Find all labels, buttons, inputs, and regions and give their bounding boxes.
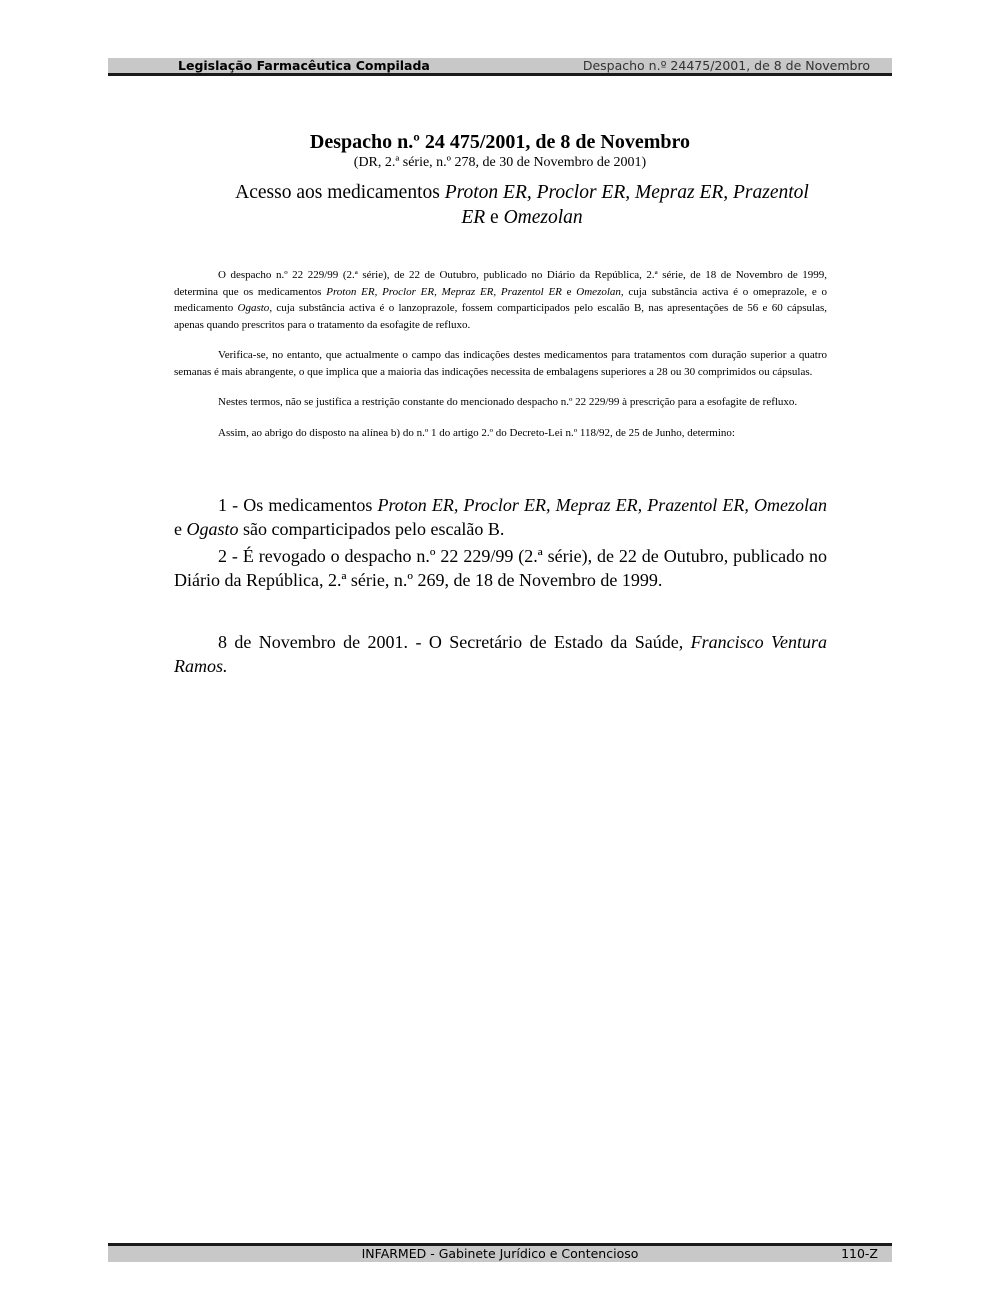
- document-title: Despacho n.º 24 475/2001, de 8 de Novembro: [309, 131, 691, 153]
- page-number: 110-Z: [841, 1246, 878, 1261]
- determination-1-drug-ogasto: Ogasto: [186, 518, 239, 539]
- paragraph-4: Assim, ao abrigo do disposto na alínea b) do n.º 1 do artigo 2.º do Decreto-Lei n.º 118/92, de 25 de Junho, determino:: [218, 426, 735, 439]
- signature-line: [174, 631, 827, 678]
- header-document-ref: Despacho n.º 24475/2001, de 8 de Novembro: [582, 58, 870, 73]
- paragraph-1-text-g: , cuja substância activa é o lanzoprazole, fossem comparticipados pelo escalão B, nas apresentações de 56 e 60 cápsulas, apenas quando prescritos para o tratamento da esofagite de refluxo.: [174, 302, 827, 331]
- footer-organization: INFARMED - Gabinete Jurídico e Contencioso: [361, 1246, 639, 1261]
- paragraph-1-drug-ogasto: Ogasto: [237, 302, 270, 314]
- determination-1: [174, 494, 827, 541]
- determination-2: 2 - É revogado o despacho n.º 22 229/99 (2.ª série), de 22 de Outubro, publicado no Diário da República, 2.ª série, n.º 269, de 18 de Novembro de 1999.: [174, 546, 827, 590]
- subject-conjunction: e: [485, 207, 504, 228]
- subject-drug-names: Proton ER, Proclor ER, Mepraz ER, Prazentol ER: [444, 182, 809, 228]
- signatory-name: Francisco Ventura Ramos.: [174, 632, 827, 676]
- determination-1-text-e: são comparticipados pelo escalão B.: [238, 518, 505, 539]
- subject-drug-name-last: Omezolan: [503, 207, 583, 228]
- paragraph-1-text-a: O despacho n.º 22 229/99 (2.ª série), de 22 de Outubro, publicado no Diário da República, 2.ª série, de 18 de Novembro de 1999, determina que os medicamentos: [174, 269, 827, 298]
- paragraph-1: [174, 267, 827, 333]
- subject-prefix: Acesso aos medicamentos: [235, 182, 445, 203]
- signature-text: 8 de Novembro de 2001. - O Secretário de Estado da Saúde,: [218, 632, 691, 652]
- paragraph-1-text-e: cuja substância activa é o omeprazole, e o medicamento: [174, 285, 827, 314]
- paragraph-2: Verifica-se, no entanto, que actualmente o campo das indicações destes medicamentos para tratamentos com duração superior a quatro semanas é mais abrangente, o que implica que a maioria das indicações necessita de embalagens superiores a 28 ou 30 comprimidos ou cápsulas.: [174, 349, 827, 378]
- determination-1-drug-names: Proton ER, Proclor ER, Mepraz ER, Prazentol ER, Omezolan: [377, 495, 828, 515]
- determinations: [174, 494, 827, 596]
- determination-1-text-c: e: [174, 518, 187, 539]
- preamble: [174, 267, 827, 455]
- paragraph-1-text-c: e: [561, 285, 577, 298]
- paragraph-1-drug-omezolan: Omezolan,: [576, 285, 624, 298]
- publication-source: (DR, 2.ª série, n.º 278, de 30 de Novembro de 2001): [353, 155, 647, 170]
- header-collection-title: Legislação Farmacêutica Compilada: [178, 58, 430, 73]
- document-subject: [222, 180, 822, 230]
- determination-1-text-a: 1 - Os medicamentos: [218, 495, 378, 515]
- paragraph-1-drug-names: Proton ER, Proclor ER, Mepraz ER, Prazentol ER: [326, 285, 562, 298]
- page-header: [108, 58, 892, 76]
- page-footer: [108, 1243, 892, 1262]
- paragraph-3: Nestes termos, não se justifica a restrição constante do mencionado despacho n.º 22 229/99 à prescrição para a esofagite de refluxo.: [218, 396, 798, 408]
